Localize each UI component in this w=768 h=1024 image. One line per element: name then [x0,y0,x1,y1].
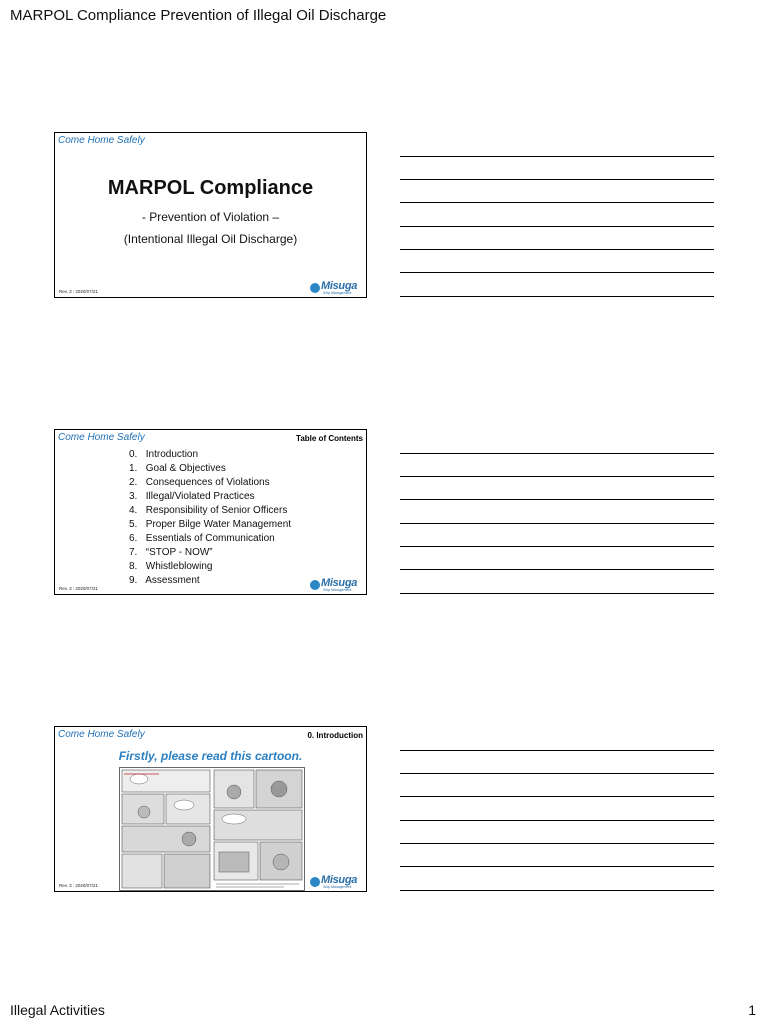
logo-subtext: Ship Management [323,291,352,295]
toc-item-label: Consequences of Violations [145,477,270,488]
toc-item [129,560,291,574]
notes-line [400,156,714,157]
toc-item [129,448,291,462]
slide-introduction [54,726,367,892]
slide-headline: Firstly, please read this cartoon. [118,749,303,763]
slide-table-of-contents [54,429,367,595]
toc-item-label: Introduction [145,449,199,460]
notes-line [400,890,714,891]
notes-line [400,249,714,250]
logo-subtext: Ship Management [323,588,352,592]
slide-heading: 0. Introduction [307,731,363,740]
notes-line [400,202,714,203]
toc-item-label: Proper Bilge Water Management [145,519,292,530]
toc-item [129,462,291,476]
slide-title-subtitle-2: (Intentional Illegal Oil Discharge) [123,232,298,246]
notes-line [400,453,714,454]
brand-tagline: Come Home Safely [58,135,145,146]
toc-item-number: 7. [129,547,138,558]
toc-item-number: 5. [129,519,138,530]
notes-line [400,499,714,500]
logo-text: Misuga [321,577,358,589]
logo-globe-icon [310,580,320,590]
misuga-logo [310,875,364,890]
toc-item-label: Responsibility of Senior Officers [145,505,288,516]
toc-item-label: Assessment [145,575,200,586]
misuga-logo [310,281,364,296]
notes-line [400,226,714,227]
notes-line [400,866,714,867]
slide-title-heading: MARPOL Compliance [107,177,314,199]
page-number: 1 [748,1002,756,1018]
toc-item [129,546,291,560]
notes-line [400,476,714,477]
brand-tagline: Come Home Safely [58,729,145,740]
toc-item-number: 8. [129,561,138,572]
toc-item-label: “STOP - NOW” [145,547,213,558]
misuga-logo [310,578,364,593]
notes-line [400,569,714,570]
notes-line [400,843,714,844]
toc-list [129,448,291,588]
logo-text: Misuga [321,874,358,886]
footer-section-label: Illegal Activities [10,1002,105,1018]
notes-line [400,546,714,547]
toc-item [129,476,291,490]
notes-line [400,523,714,524]
toc-item-number: 9. [129,575,138,586]
toc-item-number: 1. [129,463,138,474]
notes-line [400,796,714,797]
toc-item-number: 0. [129,449,138,460]
logo-globe-icon [310,877,320,887]
toc-item [129,504,291,518]
notes-line [400,820,714,821]
notes-line [400,593,714,594]
toc-item [129,574,291,588]
manga-cartoon-image [119,767,305,891]
notes-line [400,773,714,774]
toc-item-number: 3. [129,491,138,502]
toc-item-label: Illegal/Violated Practices [145,491,255,502]
toc-item [129,518,291,532]
toc-item [129,532,291,546]
brand-tagline: Come Home Safely [58,432,145,443]
toc-item-number: 4. [129,505,138,516]
logo-globe-icon [310,283,320,293]
toc-item-number: 2. [129,477,138,488]
notes-line [400,272,714,273]
notes-line [400,296,714,297]
document-title: MARPOL Compliance Prevention of Illegal Oil Discharge [10,7,387,24]
revision-label: Rev. 3 : 2020/07/21 [59,289,98,294]
logo-subtext: Ship Management [323,885,352,889]
slide-heading: Table of Contents [296,434,363,443]
toc-item-label: Whistleblowing [145,561,213,572]
notes-line [400,750,714,751]
toc-item [129,490,291,504]
slide-title-subtitle-1: - Prevention of Violation – [141,210,280,224]
toc-item-label: Essentials of Communication [145,533,275,544]
toc-item-number: 6. [129,533,138,544]
toc-item-label: Goal & Objectives [145,463,226,474]
logo-text: Misuga [321,280,358,292]
notes-line [400,179,714,180]
revision-label: Rev. 3 : 2020/07/21 [59,586,98,591]
slide-title [54,132,367,298]
revision-label: Rev. 3 : 2020/07/21 [59,883,98,888]
